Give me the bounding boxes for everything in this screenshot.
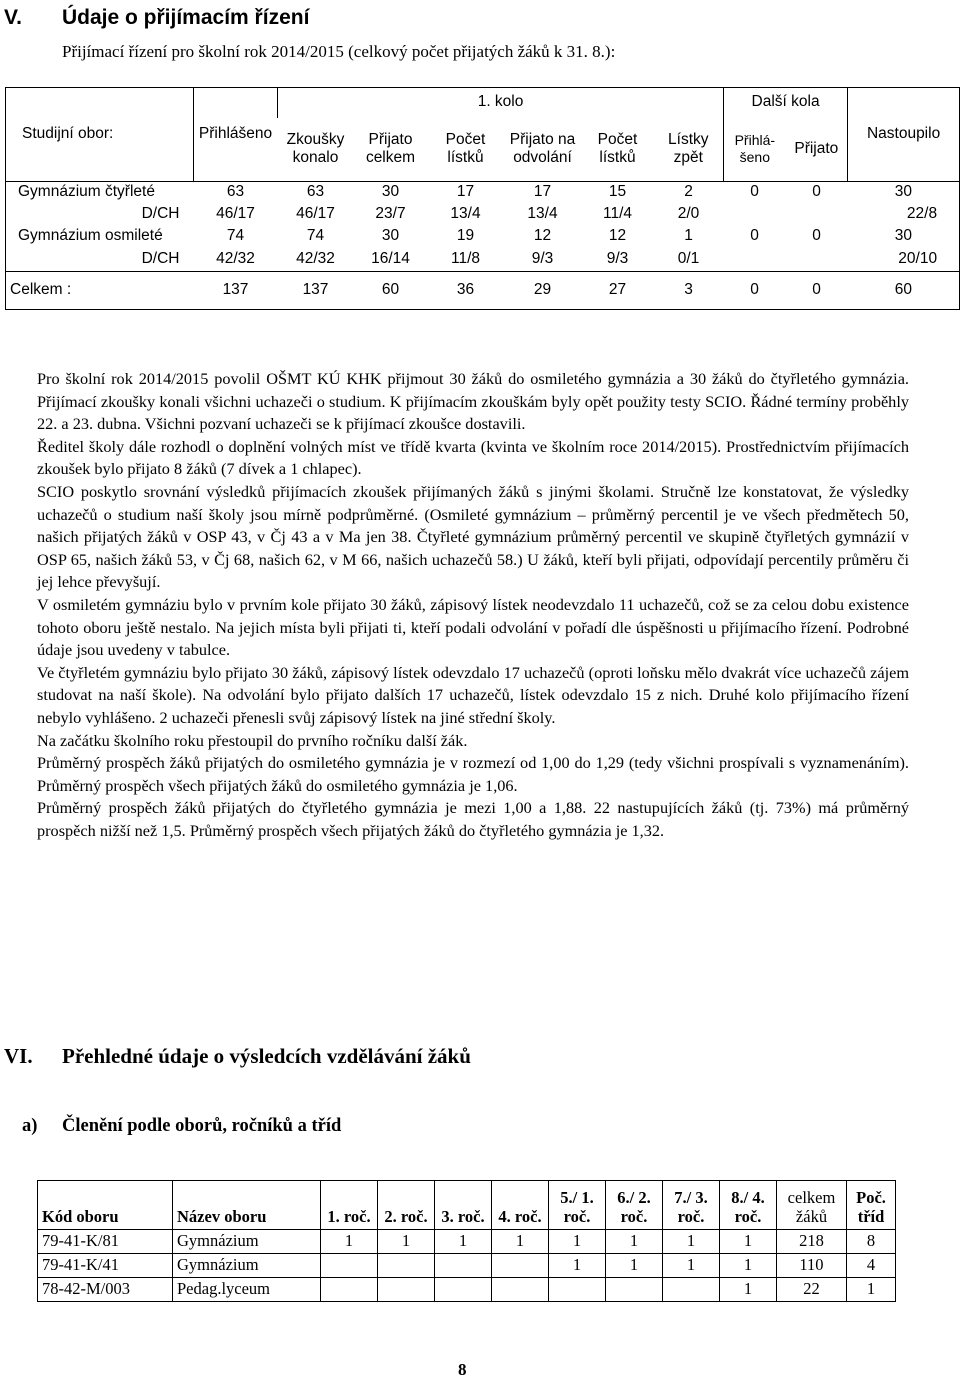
cell: 63 xyxy=(306,183,325,201)
group-header-kolo: 1. kolo xyxy=(278,88,724,118)
table-cell xyxy=(378,1254,435,1278)
cell: 46/17 xyxy=(296,205,335,223)
table-cell: 1 xyxy=(549,1230,606,1254)
paragraph: SCIO poskytlo srovnání výsledků přijímacích zkoušek přijímaných žáků s jinými školami. Stručně lze konstatovat, že výsledky uchazečů o studium naší školy jsou mírně podprůměrné. (Osmileté gymnázium – průměrný percentil je ve všech předmětech 50, našich přijatých žáků v OSP 43, v Čj 43 a v Ma jen 38. Čtyřleté gymnázium průměrný percentil ve skupině čtyřletých gymnázií v OSP 65, našich žáků 53, v Čj 68, našich 62, v M 66, našich uchazečů 58.) U žáků, kteří byli přijati, odpovídají percentily průměru či jej lehce převyšují. xyxy=(37,481,909,592)
cell: 13/4 xyxy=(527,205,558,223)
cell: 20/10 xyxy=(848,248,960,272)
cell: 30 xyxy=(848,226,960,248)
col-header-obor: Studijní obor: xyxy=(6,88,194,182)
paragraph: V osmiletém gymnáziu bylo v prvním kole přijato 30 žáků, zápisový lístek neodevzdalo 11 uchazečů, což se za celou dobu existence tohoto oboru ještě nestalo. Na jejich místa byli přijati ti, kteří podali odvolání v pořadí dle úspěšnosti u přijímacího řízení. Podrobné údaje jsou uvedeny v tabulce. xyxy=(37,594,909,660)
total-cell: 137 xyxy=(194,272,278,310)
table-cell: 1 xyxy=(378,1230,435,1254)
table-cell: Gymnázium xyxy=(173,1230,321,1254)
header-cell: 5./ 1. roč. xyxy=(549,1181,606,1230)
table-cell: 22 xyxy=(777,1278,847,1302)
cell: 15 xyxy=(608,183,627,201)
cell: 74 xyxy=(226,227,245,245)
cell xyxy=(786,248,848,272)
sub-header-prijato-odvolani: Přijato na odvolání xyxy=(504,118,582,182)
cell: 12 xyxy=(608,227,627,245)
table-cell xyxy=(663,1278,720,1302)
cell: 74 xyxy=(306,227,325,245)
table-cell xyxy=(606,1278,663,1302)
subsection-label: a) xyxy=(22,1116,38,1136)
table-cell: 1 xyxy=(321,1230,378,1254)
table-cell xyxy=(435,1278,492,1302)
table-cell: 79-41-K/81 xyxy=(38,1230,173,1254)
header-cell: celkem žáků xyxy=(777,1181,847,1230)
section-subtitle: Přijímací řízení pro školní rok 2014/2015 (celkový počet přijatých žáků k 31. 8.): xyxy=(62,42,616,61)
cell xyxy=(724,248,786,272)
sub-header-zkousky: Zkoušky konalo xyxy=(278,118,354,182)
row-label: Gymnázium osmileté xyxy=(6,226,194,248)
paragraph: Průměrný prospěch žáků přijatých do čtyřletého gymnázia je mezi 1,00 a 1,88. 22 nastupujících žáků (tj. 73%) má průměrný prospěch nižší než 1,5. Průměrný prospěch všech přijatých žáků do čtyřletého gymnázia je 1,32. xyxy=(37,798,909,840)
cell: 42/32 xyxy=(278,248,354,272)
cell: 12 xyxy=(533,227,552,245)
table-cell: 1 xyxy=(492,1230,549,1254)
cell: 16/14 xyxy=(354,248,428,272)
total-cell: 0 xyxy=(786,272,848,310)
section-number: VI. xyxy=(4,1044,33,1068)
total-cell: 36 xyxy=(428,272,504,310)
table-cell: 8 xyxy=(847,1230,896,1254)
table-cell: 1 xyxy=(663,1230,720,1254)
header-cell: 4. roč. xyxy=(492,1181,549,1230)
table-cell: 1 xyxy=(720,1278,777,1302)
cell: 17 xyxy=(456,183,475,201)
table-cell: 4 xyxy=(847,1254,896,1278)
table-cell xyxy=(492,1254,549,1278)
cell: 17 xyxy=(533,183,552,201)
cell xyxy=(724,204,786,226)
total-cell: 0 xyxy=(724,272,786,310)
cell: 30 xyxy=(381,227,400,245)
sub-header-prihlaseno-2: Přihlá-šeno xyxy=(724,118,786,182)
cell: 22/8 xyxy=(848,204,960,226)
obory-table xyxy=(37,1180,896,1302)
row-label: Gymnázium čtyřleté xyxy=(6,182,194,204)
group-header-dalsi: Další kola xyxy=(724,88,848,118)
row-label: D/CH xyxy=(6,248,194,272)
header-cell: Poč. tříd xyxy=(847,1181,896,1230)
header-cell: 8./ 4. roč. xyxy=(720,1181,777,1230)
table-cell: 218 xyxy=(777,1230,847,1254)
sub-header-pocet-listku-2: Počet lístků xyxy=(582,118,654,182)
cell: 0/1 xyxy=(654,248,724,272)
table-cell: 1 xyxy=(720,1230,777,1254)
table-cell xyxy=(321,1278,378,1302)
col-header-nastoupilo: Nastoupilo xyxy=(848,88,960,182)
table-cell: 1 xyxy=(435,1230,492,1254)
col-header-prihlaseno: Přihlášeno xyxy=(194,88,278,182)
cell: 2 xyxy=(684,183,693,201)
table-cell xyxy=(378,1278,435,1302)
table-cell: 1 xyxy=(847,1278,896,1302)
total-cell: 3 xyxy=(654,272,724,310)
cell xyxy=(786,204,848,226)
header-cell: Kód oboru xyxy=(38,1181,173,1230)
section-title: Údaje o přijímacím řízení xyxy=(62,6,310,29)
cell: 11/8 xyxy=(428,248,504,272)
table-cell: Gymnázium xyxy=(173,1254,321,1278)
subsection-title: Členění podle oborů, ročníků a tříd xyxy=(62,1116,342,1136)
paragraph: Průměrný prospěch žáků přijatých do osmiletého gymnázia je v rozmezí od 1,00 do 1,29 (tedy všichni prospívali s vyznamenáním). Průměrný prospěch všech přijatých žáků do osmiletého gymnázia je 1,06. xyxy=(37,753,909,795)
header-cell: 3. roč. xyxy=(435,1181,492,1230)
cell: 9/3 xyxy=(504,248,582,272)
table-cell xyxy=(549,1278,606,1302)
sub-header-pocet-listku: Počet lístků xyxy=(428,118,504,182)
section-number: V. xyxy=(4,6,22,29)
cell: 1 xyxy=(684,227,693,245)
total-cell: 60 xyxy=(354,272,428,310)
sub-header-listky-zpet: Lístky zpět xyxy=(654,118,724,182)
paragraph: Ve čtyřletém gymnáziu bylo přijato 30 žáků, zápisový lístek odevzdalo 17 uchazečů (oproti loňsku mělo dvakrát více uchazečů zájem studovat na naší škole). Na odvolání bylo přijato dalších 17 uchazečů, lístek odevzdalo 15 z nich. Druhé kolo přijímacího řízení nebylo vyhlášeno. 2 uchazeči přenesli svůj zápisový lístek na jiné střední školy. xyxy=(37,662,909,727)
cell: 13/4 xyxy=(450,205,481,223)
table-cell: 1 xyxy=(606,1254,663,1278)
cell: 23/7 xyxy=(375,205,406,223)
admission-commentary xyxy=(37,368,909,842)
header-cell: 2. roč. xyxy=(378,1181,435,1230)
paragraph: Pro školní rok 2014/2015 povolil OŠMT KÚ KHK přijmout 30 žáků do osmiletého gymnázia a 30 žáků do čtyřletého gymnázia. Přijímací zkoušky konali všichni uchazeči o studium. K přijímacím zkouškám byly opět použity testy SCIO. Řádné termíny proběhly 22. a 23. dubna. Všichni pozvaní uchazeči se k přijímací zkoušce dostavili. xyxy=(37,369,909,434)
row-label: D/CH xyxy=(6,204,194,226)
table-cell: 1 xyxy=(606,1230,663,1254)
cell: 9/3 xyxy=(582,248,654,272)
cell: 46/17 xyxy=(216,205,255,223)
total-cell: 60 xyxy=(848,272,960,310)
table-cell: 1 xyxy=(720,1254,777,1278)
total-cell: 27 xyxy=(582,272,654,310)
sub-header-prijato-2: Přijato xyxy=(786,118,848,182)
table-cell: 78-42-M/003 xyxy=(38,1278,173,1302)
total-label: Celkem : xyxy=(6,272,194,310)
cell: 0 xyxy=(812,183,821,201)
header-cell: 7./ 3. roč. xyxy=(663,1181,720,1230)
header-cell: 6./ 2. roč. xyxy=(606,1181,663,1230)
total-cell: 137 xyxy=(278,272,354,310)
admission-table xyxy=(5,87,960,310)
table-cell: 110 xyxy=(777,1254,847,1278)
total-cell: 29 xyxy=(504,272,582,310)
cell: 42/32 xyxy=(194,248,278,272)
cell: 0 xyxy=(750,227,759,245)
table-cell: Pedag.lyceum xyxy=(173,1278,321,1302)
table-cell: 1 xyxy=(663,1254,720,1278)
page-number: 8 xyxy=(458,1360,467,1379)
section-title: Přehledné údaje o výsledcích vzdělávání žáků xyxy=(62,1044,471,1068)
table-cell xyxy=(435,1254,492,1278)
cell: 63 xyxy=(226,183,245,201)
cell: 0 xyxy=(750,183,759,201)
table-cell: 79-41-K/41 xyxy=(38,1254,173,1278)
header-cell: Název oboru xyxy=(173,1181,321,1230)
paragraph: Ředitel školy dále rozhodl o doplnění volných míst ve třídě kvarta (kvinta ve školním roce 2014/2015). Prostřednictvím přijímacích zkoušek bylo přijato 8 žáků (7 dívek a 1 chlapec). xyxy=(37,436,909,479)
cell: 11/4 xyxy=(602,205,633,223)
cell: 0 xyxy=(812,227,821,245)
cell: 30 xyxy=(381,183,400,201)
cell: 19 xyxy=(456,227,475,245)
header-cell: 1. roč. xyxy=(321,1181,378,1230)
table-cell xyxy=(492,1278,549,1302)
sub-header-prijato-celkem: Přijato celkem xyxy=(354,118,428,182)
table-cell xyxy=(321,1254,378,1278)
cell: 30 xyxy=(848,182,960,204)
paragraph: Na začátku školního roku přestoupil do prvního ročníku další žák. xyxy=(37,730,468,750)
cell: 2/0 xyxy=(677,205,700,223)
table-cell: 1 xyxy=(549,1254,606,1278)
